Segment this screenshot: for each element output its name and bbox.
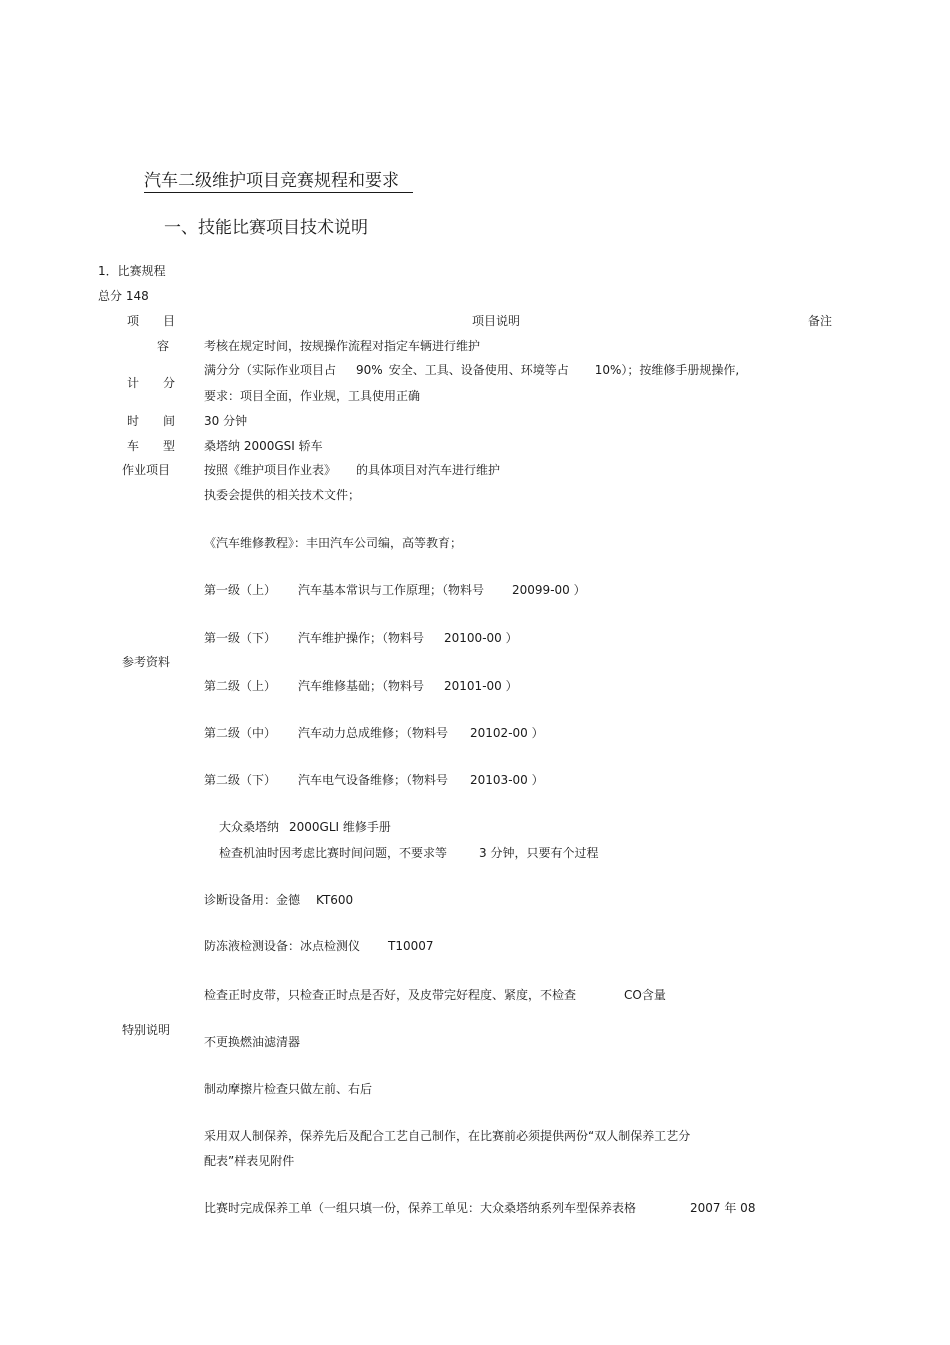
reference-manual-part-b: 2000GLI 维修手册 xyxy=(289,820,391,834)
header-item-label xyxy=(127,312,175,329)
reference-item-code: 20102-00 ） xyxy=(470,726,544,740)
time-label xyxy=(127,412,175,429)
reference-item xyxy=(204,629,518,646)
scoring-line-1-part-a: 满分分（实际作业项目占 xyxy=(204,363,337,377)
special-timing-belt-part-a: 检查正时皮带，只检查正时点是否好，及皮带完好程度、紧度，不检查 xyxy=(204,988,577,1002)
special-label: 特别说明 xyxy=(122,1023,171,1037)
reference-item-code: 20100-00 ） xyxy=(444,631,518,645)
special-oil-check xyxy=(219,844,598,861)
special-work-order xyxy=(204,1199,755,1216)
model-label-char-1: 车 xyxy=(127,439,140,453)
content-label: 容 xyxy=(157,339,170,353)
special-dual-maintenance-line-2: 配表”样表见附件 xyxy=(204,1154,295,1168)
reference-manual xyxy=(219,818,391,835)
work-label: 作业项目 xyxy=(122,463,171,477)
rules-subsection: 1．比赛规程 xyxy=(98,264,166,278)
content-text: 考核在规定时间，按规操作流程对指定车辆进行维护 xyxy=(204,339,481,353)
scoring-label-char-1: 计 xyxy=(127,376,140,390)
reference-item-code: 20103-00 ） xyxy=(470,773,544,787)
reference-item-level: 第二级（中） xyxy=(204,726,277,740)
reference-label: 参考资料 xyxy=(122,655,171,669)
reference-item-name: 汽车动力总成维修；（物料号 xyxy=(298,726,449,740)
reference-item-level: 第一级（下） xyxy=(204,631,277,645)
special-timing-belt xyxy=(204,986,666,1003)
reference-item xyxy=(204,771,544,788)
special-fuel-filter: 不更换燃油滤清器 xyxy=(204,1035,301,1049)
time-label-char-1: 时 xyxy=(127,414,140,428)
reference-item-code: 20101-00 ） xyxy=(444,679,518,693)
section-heading: 一、技能比赛项目技术说明 xyxy=(164,218,368,238)
reference-book: 《汽车维修教程》：丰田汽车公司编，高等教育； xyxy=(204,536,463,550)
special-work-order-part-a: 比赛时完成保养工单（一组只填一份，保养工单见：大众桑塔纳系列车型保养表格 xyxy=(204,1201,637,1215)
time-label-char-2: 间 xyxy=(162,414,175,428)
reference-item-level: 第二级（上） xyxy=(204,679,277,693)
reference-intro: 执委会提供的相关技术文件； xyxy=(204,488,361,502)
scoring-label xyxy=(127,374,175,391)
reference-item xyxy=(204,581,586,598)
reference-item xyxy=(204,677,518,694)
document-title: 汽车二级维护项目竞赛规程和要求 xyxy=(144,166,413,193)
total-score: 总分 148 xyxy=(98,289,149,303)
work-value xyxy=(204,461,500,478)
reference-item-level: 第二级（下） xyxy=(204,773,277,787)
time-value: 30 分钟 xyxy=(204,414,248,428)
special-oil-check-part-b: 3 分钟，只要有个过程 xyxy=(479,846,599,860)
special-antifreeze-device-part-a: 防冻液检测设备：冰点检测仪 xyxy=(204,939,361,953)
scoring-line-2: 要求：项目全面，作业规，工具使用正确 xyxy=(204,389,421,403)
special-brake-pads: 制动摩擦片检查只做左前、右后 xyxy=(204,1082,373,1096)
special-antifreeze-device-part-b: T10007 xyxy=(388,939,434,953)
model-label xyxy=(127,437,175,454)
scoring-line-1-part-d: 10%）；按维修手册规操作, xyxy=(594,363,740,377)
reference-item-code: 20099-00 ） xyxy=(512,583,586,597)
reference-item-name: 汽车维护操作；（物料号 xyxy=(298,631,425,645)
special-timing-belt-part-b: CO含量 xyxy=(624,988,666,1002)
special-work-order-part-b: 2007 年 08 xyxy=(690,1201,756,1215)
model-label-char-2: 型 xyxy=(162,439,175,453)
reference-item-name: 汽车基本常识与工作原理；（物料号 xyxy=(298,583,485,597)
work-value-part-a: 按照《维护项目作业表》 xyxy=(204,463,337,477)
model-value: 桑塔纳 2000GSI 轿车 xyxy=(204,439,323,453)
special-diagnostic-device-part-b: KT600 xyxy=(316,893,354,907)
scoring-line-1-part-c: 安全、工具、设备使用、环境等占 xyxy=(388,363,569,377)
header-description: 项目说明 xyxy=(472,314,521,328)
header-item-char-2: 目 xyxy=(162,314,175,328)
work-value-part-b: 的具体项目对汽车进行维护 xyxy=(356,463,501,477)
special-diagnostic-device-part-a: 诊断设备用：金德 xyxy=(204,893,301,907)
scoring-line-1 xyxy=(204,361,739,378)
reference-item-level: 第一级（上） xyxy=(204,583,277,597)
special-oil-check-part-a: 检查机油时因考虑比赛时间问题，不要求等 xyxy=(219,846,448,860)
reference-manual-part-a: 大众桑塔纳 xyxy=(219,820,280,834)
reference-item-name: 汽车电气设备维修；（物料号 xyxy=(298,773,449,787)
reference-item-name: 汽车维修基础；（物料号 xyxy=(298,679,425,693)
reference-item xyxy=(204,724,544,741)
header-note: 备注 xyxy=(808,314,833,328)
special-diagnostic-device xyxy=(204,891,353,908)
special-dual-maintenance-line-1: 采用双人制保养，保养先后及配合工艺自己制作，在比赛前必须提供两份“双人制保养工艺分 xyxy=(204,1129,691,1143)
header-item-char-1: 项 xyxy=(127,314,140,328)
scoring-line-1-part-b: 90% xyxy=(356,363,383,377)
scoring-label-char-2: 分 xyxy=(162,376,175,390)
special-antifreeze-device xyxy=(204,937,434,954)
